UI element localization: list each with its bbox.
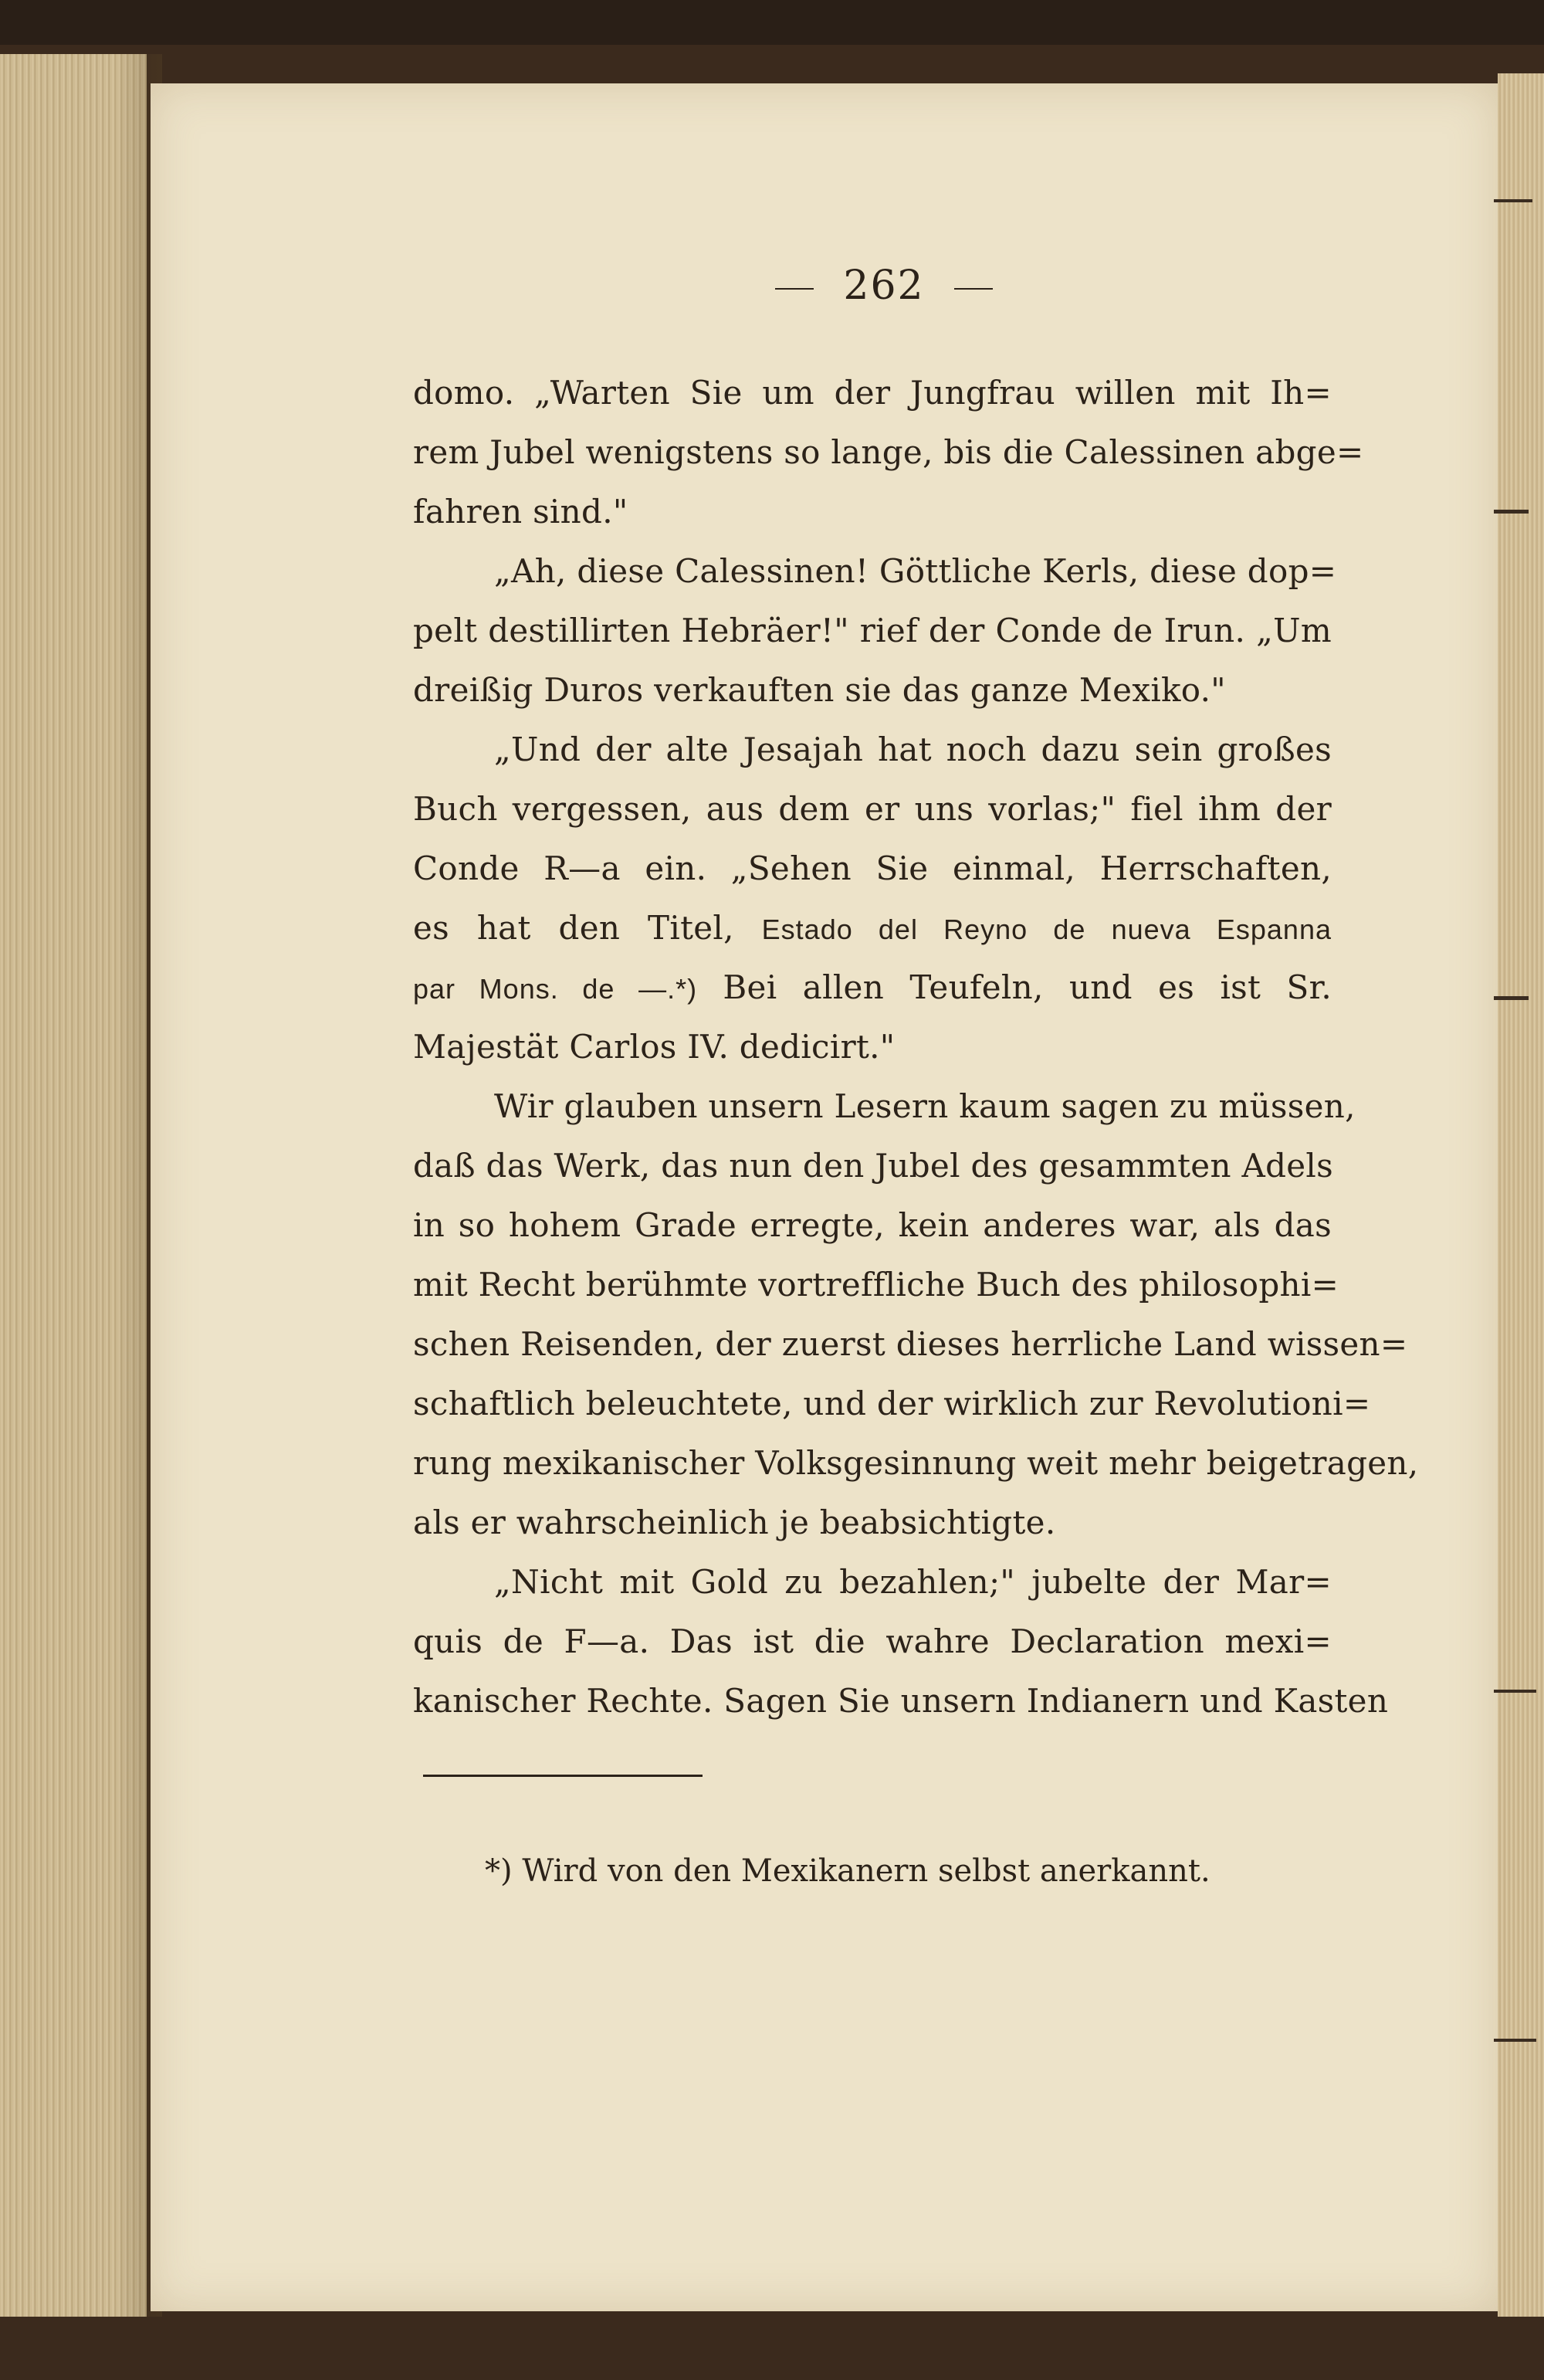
text-line: fahren sind.": [413, 493, 628, 531]
text-line: kanischer Rechte. Sagen Sie unsern Indianern und Kasten: [413, 1682, 1389, 1720]
text-line: „Ah, diese Calessinen! Göttliche Kerls, diese dop=: [494, 552, 1337, 590]
text-fraktur: Bei allen Teufeln, und es ist Sr.: [723, 968, 1332, 1006]
text-line: domo. „Warten Sie um der Jungfrau willen mit Ih=: [413, 374, 1332, 412]
text-latin: Estado del Reyno de nueva Espanna: [761, 914, 1332, 945]
footnote-rule: [423, 1775, 703, 1777]
footnote: *) Wird von den Mexikanern selbst anerkannt.: [485, 1853, 1210, 1889]
page-number: 262: [843, 263, 925, 309]
text-line: pelt destillirten Hebräer!" rief der Conde de Irun. „Um: [413, 612, 1332, 649]
text-latin: par Mons. de —.*): [413, 973, 698, 1005]
text-line: Wir glauben unsern Lesern kaum sagen zu müssen,: [494, 1087, 1356, 1125]
text-line: „Und der alte Jesajah hat noch dazu sein großes: [494, 731, 1332, 768]
text-line-mixed: [413, 898, 1332, 958]
text-line: als er wahrscheinlich je beabsichtigte.: [413, 1504, 1056, 1541]
text-line: in so hohem Grade erregte, kein anderes war, als das: [413, 1206, 1332, 1244]
text-line: quis de F—a. Das ist die wahre Declaration mexi=: [413, 1622, 1332, 1660]
header-dash-left: [775, 288, 814, 290]
text-line: schen Reisenden, der zuerst dieses herrliche Land wissen=: [413, 1325, 1408, 1363]
text-line: dreißig Duros verkauften sie das ganze Mexiko.": [413, 671, 1226, 709]
page-number-header: [0, 263, 1544, 309]
text-line: rung mexikanischer Volksgesinnung weit mehr beigetragen,: [413, 1444, 1419, 1482]
header-dash-right: [954, 288, 993, 290]
page-edges-right: [1498, 73, 1544, 2317]
text-line-mixed: [413, 958, 1332, 1017]
text-line: rem Jubel wenigstens so lange, bis die Calessinen abge=: [413, 433, 1364, 471]
text-line: Majestät Carlos IV. dedicirt.": [413, 1028, 896, 1066]
text-line: „Nicht mit Gold zu bezahlen;" jubelte der Mar=: [494, 1563, 1332, 1601]
text-line: schaftlich beleuchtete, und der wirklich zur Revolutioni=: [413, 1385, 1371, 1422]
text-line: daß das Werk, das nun den Jubel des gesammten Adels: [413, 1147, 1333, 1185]
text-line: Conde R—a ein. „Sehen Sie einmal, Herrschaften,: [413, 849, 1332, 887]
body-text: [413, 363, 1419, 1731]
text-line: mit Recht berühmte vortreffliche Buch des philosophi=: [413, 1266, 1339, 1304]
text-fraktur: es hat den Titel,: [413, 909, 734, 947]
text-line: Buch vergessen, aus dem er uns vorlas;" fiel ihm der: [413, 790, 1332, 828]
